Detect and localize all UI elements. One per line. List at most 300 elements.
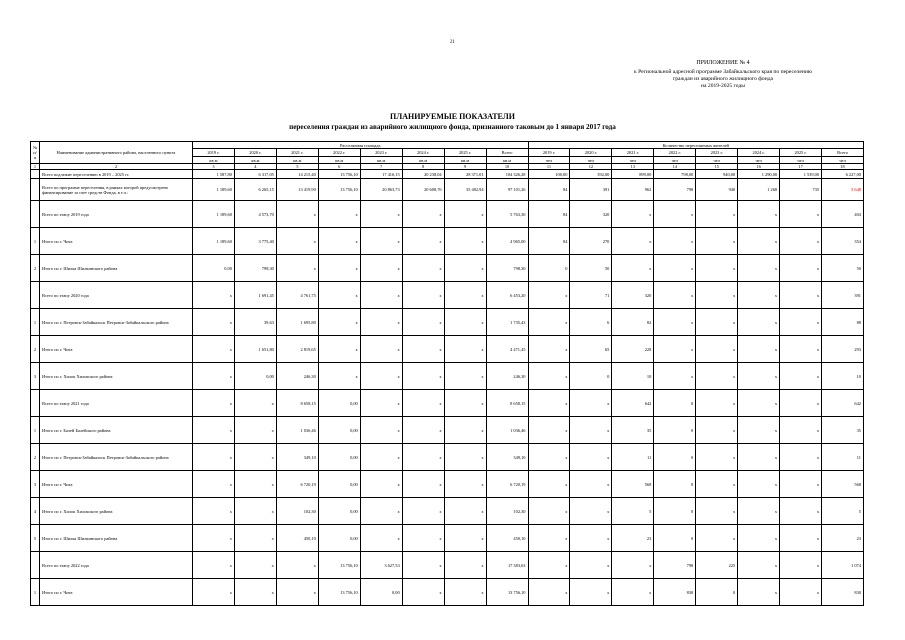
document-heading: [0, 112, 905, 132]
area-cell: x: [276, 579, 318, 606]
people-cell: x: [612, 552, 654, 579]
people-cell: x: [696, 201, 738, 228]
row-name: Всего по этапу 2020 года: [40, 282, 193, 309]
table-row: [31, 552, 864, 579]
table-row: [31, 201, 864, 228]
people-cell: x: [738, 498, 780, 525]
area-cell: x: [402, 228, 444, 255]
area-cell: 1 651,80: [234, 336, 276, 363]
header-year: Всего: [486, 149, 528, 157]
people-cell: 5: [612, 498, 654, 525]
row-number: 1: [31, 228, 40, 255]
people-cell: 23: [612, 525, 654, 552]
people-cell: 84: [528, 228, 570, 255]
people-cell: 10: [612, 363, 654, 390]
header-name: Наименование административного района, населенного пункта: [40, 142, 193, 164]
area-cell: 104 326,28: [486, 170, 528, 179]
people-cell: 71: [570, 282, 612, 309]
people-cell: x: [654, 363, 696, 390]
header-unit-area: кв.м: [318, 157, 360, 164]
area-cell: 13 756,10: [318, 170, 360, 179]
indicators-table: [30, 141, 864, 606]
area-cell: x: [444, 255, 486, 282]
people-cell: 11: [822, 444, 864, 471]
area-cell: x: [402, 363, 444, 390]
row-number: 3: [31, 363, 40, 390]
table-row: [31, 336, 864, 363]
area-cell: x: [360, 363, 402, 390]
area-cell: 1 735,43: [486, 309, 528, 336]
people-cell: x: [780, 309, 822, 336]
people-cell: x: [780, 471, 822, 498]
header-unit-people: чел: [528, 157, 570, 164]
people-cell: x: [696, 363, 738, 390]
row-name: Итого по г. Хилок Хилокского района: [40, 363, 193, 390]
appendix-line: к Региональной адресной программе Забайкальского края по переселению: [633, 69, 812, 75]
people-cell: 642: [612, 390, 654, 417]
people-cell: x: [528, 309, 570, 336]
people-cell: 6 227,00: [822, 170, 864, 179]
people-cell: x: [738, 363, 780, 390]
area-cell: 5 763,30: [486, 201, 528, 228]
table-row: [31, 390, 864, 417]
header-num: № п/п: [31, 142, 40, 164]
people-cell: x: [528, 579, 570, 606]
header-year: 2021 г.: [276, 149, 318, 157]
people-cell: 0: [570, 363, 612, 390]
header-year: 2020 г.: [570, 149, 612, 157]
header-unit-people: чел: [738, 157, 780, 164]
people-cell: x: [780, 579, 822, 606]
area-cell: x: [402, 336, 444, 363]
area-cell: x: [234, 471, 276, 498]
people-cell: x: [696, 498, 738, 525]
area-cell: x: [193, 525, 235, 552]
area-cell: x: [402, 201, 444, 228]
people-cell: x: [570, 444, 612, 471]
header-people-group: Количество переселяемых жителей: [528, 142, 864, 149]
people-cell: x: [528, 552, 570, 579]
area-cell: x: [318, 336, 360, 363]
area-cell: 1 691,45: [234, 282, 276, 309]
people-cell: x: [780, 498, 822, 525]
area-cell: x: [234, 390, 276, 417]
people-cell: x: [780, 228, 822, 255]
people-cell: 798: [654, 179, 696, 201]
area-cell: 13 419,90: [276, 179, 318, 201]
area-cell: 0,00: [234, 363, 276, 390]
area-cell: x: [276, 552, 318, 579]
area-cell: 1 189,60: [193, 228, 235, 255]
column-number: 8: [402, 164, 444, 170]
area-cell: x: [193, 471, 235, 498]
people-cell: x: [654, 282, 696, 309]
area-cell: 3 775,40: [234, 228, 276, 255]
area-cell: x: [193, 390, 235, 417]
people-cell: x: [738, 444, 780, 471]
people-cell: 354: [822, 228, 864, 255]
column-number: 14: [654, 164, 696, 170]
row-name: Всего подлежит переселению в 2019 – 2025 гг.: [40, 170, 193, 179]
people-cell: 568: [612, 471, 654, 498]
row-number: 2: [31, 336, 40, 363]
people-cell: 1 290,00: [738, 170, 780, 179]
area-cell: x: [444, 525, 486, 552]
table-row: [31, 282, 864, 309]
people-cell: 962: [612, 179, 654, 201]
people-total-highlight-cell: 5 648: [822, 179, 864, 201]
area-cell: x: [318, 201, 360, 228]
area-cell: x: [318, 255, 360, 282]
area-cell: x: [402, 525, 444, 552]
area-cell: x: [444, 498, 486, 525]
header-year: 2024 г.: [402, 149, 444, 157]
people-cell: 0: [654, 417, 696, 444]
area-cell: 13 756,10: [318, 179, 360, 201]
area-cell: 13 756,10: [486, 579, 528, 606]
row-name: Итого по г. Шилка Шилкинского района: [40, 255, 193, 282]
people-cell: x: [570, 471, 612, 498]
area-cell: 6 317,05: [234, 170, 276, 179]
area-cell: x: [234, 579, 276, 606]
area-cell: x: [234, 444, 276, 471]
header-year: 2024 г.: [738, 149, 780, 157]
header-year: 2023 г.: [360, 149, 402, 157]
people-cell: x: [738, 336, 780, 363]
row-number: [31, 179, 40, 201]
area-cell: 0,00: [318, 525, 360, 552]
area-cell: 1 189,60: [193, 201, 235, 228]
area-cell: x: [193, 363, 235, 390]
people-cell: x: [738, 579, 780, 606]
people-cell: 65: [570, 336, 612, 363]
area-cell: 450,10: [276, 525, 318, 552]
column-number: 10: [486, 164, 528, 170]
people-cell: 1 539,00: [780, 170, 822, 179]
row-number: [31, 552, 40, 579]
area-cell: x: [360, 255, 402, 282]
area-cell: 0,00: [318, 417, 360, 444]
row-name: Итого по г. Балей Балейского района: [40, 417, 193, 444]
header-year: 2022 г.: [318, 149, 360, 157]
people-cell: 392,00: [570, 170, 612, 179]
header-unit-people: чел: [570, 157, 612, 164]
area-cell: x: [444, 201, 486, 228]
document-subtitle: переселения граждан из аварийного жилищного фонда, признанного таковым до 1 января 2017 года: [289, 123, 616, 131]
row-number: [31, 390, 40, 417]
row-name: Итого по г. Хилок Хилокского района: [40, 498, 193, 525]
area-cell: 4 965,00: [486, 228, 528, 255]
area-cell: 0,00: [360, 579, 402, 606]
column-number: 18: [822, 164, 864, 170]
people-cell: 940,00: [696, 170, 738, 179]
people-cell: x: [780, 363, 822, 390]
area-cell: x: [444, 228, 486, 255]
table-row: [31, 255, 864, 282]
people-cell: x: [696, 309, 738, 336]
area-cell: 450,10: [486, 525, 528, 552]
row-name: Итого по г. Шилка Шилкинского района: [40, 525, 193, 552]
area-cell: 0,00: [318, 444, 360, 471]
area-cell: 102,30: [486, 498, 528, 525]
row-number: 5: [31, 525, 40, 552]
people-cell: 0: [696, 579, 738, 606]
area-cell: x: [444, 336, 486, 363]
people-cell: 225: [696, 552, 738, 579]
table-row: [31, 170, 864, 179]
people-cell: x: [738, 255, 780, 282]
column-number: 15: [696, 164, 738, 170]
appendix-line: граждан из аварийного жилищного фонда: [672, 76, 774, 82]
header-unit-area: кв.м: [486, 157, 528, 164]
people-cell: x: [528, 363, 570, 390]
people-cell: 404: [822, 201, 864, 228]
people-cell: x: [780, 390, 822, 417]
people-cell: x: [654, 309, 696, 336]
people-cell: 11: [612, 444, 654, 471]
row-name: Всего по этапу 2019 года: [40, 201, 193, 228]
column-number: 3: [193, 164, 235, 170]
people-cell: 320: [570, 201, 612, 228]
people-cell: x: [612, 201, 654, 228]
area-cell: 17 416,15: [360, 170, 402, 179]
column-number: 12: [570, 164, 612, 170]
header-year: 2025 г.: [780, 149, 822, 157]
people-cell: 642: [822, 390, 864, 417]
row-number: 2: [31, 444, 40, 471]
area-cell: 8 658,15: [276, 390, 318, 417]
area-cell: x: [234, 552, 276, 579]
area-cell: 6 720,19: [276, 471, 318, 498]
appendix-line: на 2019-2025 годы: [701, 83, 745, 89]
area-cell: 246,30: [486, 363, 528, 390]
people-cell: x: [570, 579, 612, 606]
area-cell: x: [402, 309, 444, 336]
column-number: 17: [780, 164, 822, 170]
area-cell: x: [444, 309, 486, 336]
area-cell: x: [444, 363, 486, 390]
area-cell: x: [360, 498, 402, 525]
header-area-group: Расселяемая площадь: [193, 142, 529, 149]
area-cell: 0,00: [318, 390, 360, 417]
row-name: Итого по г. Чита: [40, 336, 193, 363]
column-number: 16: [738, 164, 780, 170]
people-cell: 0: [528, 255, 570, 282]
people-cell: x: [696, 336, 738, 363]
row-name: Всего по этапу 2021 года: [40, 390, 193, 417]
header-unit-area: кв.м: [234, 157, 276, 164]
area-cell: 2 819,65: [276, 336, 318, 363]
people-cell: 940: [696, 179, 738, 201]
people-cell: 100,00: [528, 170, 570, 179]
column-number: 6: [318, 164, 360, 170]
header-unit-people: чел: [822, 157, 864, 164]
column-number: 11: [528, 164, 570, 170]
table-row: [31, 417, 864, 444]
people-cell: x: [738, 552, 780, 579]
row-number: 2: [31, 255, 40, 282]
row-number: 1: [31, 417, 40, 444]
people-cell: x: [696, 525, 738, 552]
area-cell: x: [402, 552, 444, 579]
area-cell: 4 761,75: [276, 282, 318, 309]
area-cell: x: [276, 201, 318, 228]
people-cell: 1 074: [822, 552, 864, 579]
people-cell: x: [570, 498, 612, 525]
people-cell: x: [780, 255, 822, 282]
people-cell: 5: [822, 498, 864, 525]
people-cell: 391: [822, 282, 864, 309]
area-cell: x: [360, 417, 402, 444]
header-year: 2021 г.: [612, 149, 654, 157]
header-unit-people: чел: [654, 157, 696, 164]
area-cell: x: [360, 525, 402, 552]
area-cell: 20 608,76: [402, 179, 444, 201]
people-cell: x: [696, 444, 738, 471]
row-number: [31, 282, 40, 309]
area-cell: 1 036,46: [276, 417, 318, 444]
people-cell: 0: [654, 525, 696, 552]
people-cell: 0: [654, 444, 696, 471]
people-cell: x: [738, 228, 780, 255]
page-number: 21: [450, 40, 455, 45]
people-cell: 0: [654, 471, 696, 498]
area-cell: x: [234, 525, 276, 552]
row-name: Итого по г. Чита: [40, 579, 193, 606]
people-cell: 35: [822, 417, 864, 444]
people-cell: 0: [654, 390, 696, 417]
people-cell: x: [654, 255, 696, 282]
table-row: [31, 579, 864, 606]
header-unit-area: кв.м: [444, 157, 486, 164]
area-cell: x: [360, 444, 402, 471]
table-row: [31, 525, 864, 552]
header-year: 2023 г.: [696, 149, 738, 157]
table-row: [31, 228, 864, 255]
area-cell: 20 238,04: [402, 170, 444, 179]
area-cell: x: [360, 201, 402, 228]
area-cell: 798,30: [486, 255, 528, 282]
people-cell: x: [528, 444, 570, 471]
row-name: Итого по г. Петровск-Забайкальск Петровск-Забайкальского района: [40, 309, 193, 336]
people-cell: x: [570, 525, 612, 552]
row-name: Всего по программе переселения, в рамках которой предусмотрено финансирование за счет средств Фонда, в т.ч.:: [40, 179, 193, 201]
row-name: Всего по этапу 2022 года: [40, 552, 193, 579]
column-number: 9: [444, 164, 486, 170]
people-cell: 899,00: [612, 170, 654, 179]
table-row: [31, 179, 864, 201]
area-cell: x: [360, 309, 402, 336]
area-cell: x: [234, 498, 276, 525]
row-number: [31, 201, 40, 228]
area-cell: x: [402, 579, 444, 606]
people-cell: x: [780, 417, 822, 444]
area-cell: 1 587,80: [193, 170, 235, 179]
area-cell: x: [193, 309, 235, 336]
area-cell: 349,10: [276, 444, 318, 471]
people-cell: x: [570, 417, 612, 444]
people-cell: x: [696, 390, 738, 417]
area-cell: 17 383,63: [486, 552, 528, 579]
area-cell: x: [318, 282, 360, 309]
area-cell: 35 482,94: [444, 179, 486, 201]
people-cell: x: [780, 282, 822, 309]
area-cell: x: [318, 309, 360, 336]
people-cell: x: [612, 228, 654, 255]
area-cell: 0,00: [193, 255, 235, 282]
area-cell: x: [318, 363, 360, 390]
area-cell: x: [402, 444, 444, 471]
people-cell: x: [696, 471, 738, 498]
column-number: 13: [612, 164, 654, 170]
people-cell: x: [570, 552, 612, 579]
people-cell: x: [780, 336, 822, 363]
area-cell: x: [402, 282, 444, 309]
header-year: Всего: [822, 149, 864, 157]
area-cell: x: [402, 471, 444, 498]
people-cell: 293: [822, 336, 864, 363]
area-cell: x: [402, 390, 444, 417]
area-cell: 349,10: [486, 444, 528, 471]
people-cell: x: [738, 525, 780, 552]
area-cell: 6 453,20: [486, 282, 528, 309]
people-cell: 270: [570, 228, 612, 255]
people-cell: 84: [528, 179, 570, 201]
people-cell: x: [780, 201, 822, 228]
header-year: 2022 г.: [654, 149, 696, 157]
row-name: Итого по г. Чита: [40, 471, 193, 498]
area-cell: x: [193, 552, 235, 579]
people-cell: x: [738, 417, 780, 444]
area-cell: 1 036,46: [486, 417, 528, 444]
area-cell: x: [276, 228, 318, 255]
people-cell: x: [696, 228, 738, 255]
column-number: 1: [31, 164, 40, 170]
area-cell: x: [402, 498, 444, 525]
people-cell: x: [738, 309, 780, 336]
people-cell: 6: [570, 309, 612, 336]
people-cell: x: [696, 255, 738, 282]
area-cell: 14 215,40: [276, 170, 318, 179]
header-unit-area: кв.м: [360, 157, 402, 164]
area-cell: 20 863,73: [360, 179, 402, 201]
table-row: [31, 444, 864, 471]
people-cell: x: [528, 417, 570, 444]
appendix-block: [593, 60, 853, 90]
area-cell: 13 756,10: [318, 579, 360, 606]
area-cell: x: [193, 282, 235, 309]
area-cell: x: [234, 417, 276, 444]
area-cell: 4 573,70: [234, 201, 276, 228]
row-number: 1: [31, 309, 40, 336]
people-cell: x: [696, 282, 738, 309]
header-row-groups: [31, 142, 864, 149]
people-cell: 391: [570, 179, 612, 201]
people-cell: 320: [612, 282, 654, 309]
area-cell: x: [360, 228, 402, 255]
area-cell: 6 265,15: [234, 179, 276, 201]
people-cell: x: [612, 579, 654, 606]
people-cell: x: [738, 471, 780, 498]
people-cell: 830: [654, 579, 696, 606]
area-cell: x: [193, 417, 235, 444]
people-cell: 23: [822, 525, 864, 552]
people-cell: x: [528, 525, 570, 552]
area-cell: 4 471,45: [486, 336, 528, 363]
area-cell: 39,63: [234, 309, 276, 336]
area-cell: x: [444, 390, 486, 417]
people-cell: 228: [612, 336, 654, 363]
